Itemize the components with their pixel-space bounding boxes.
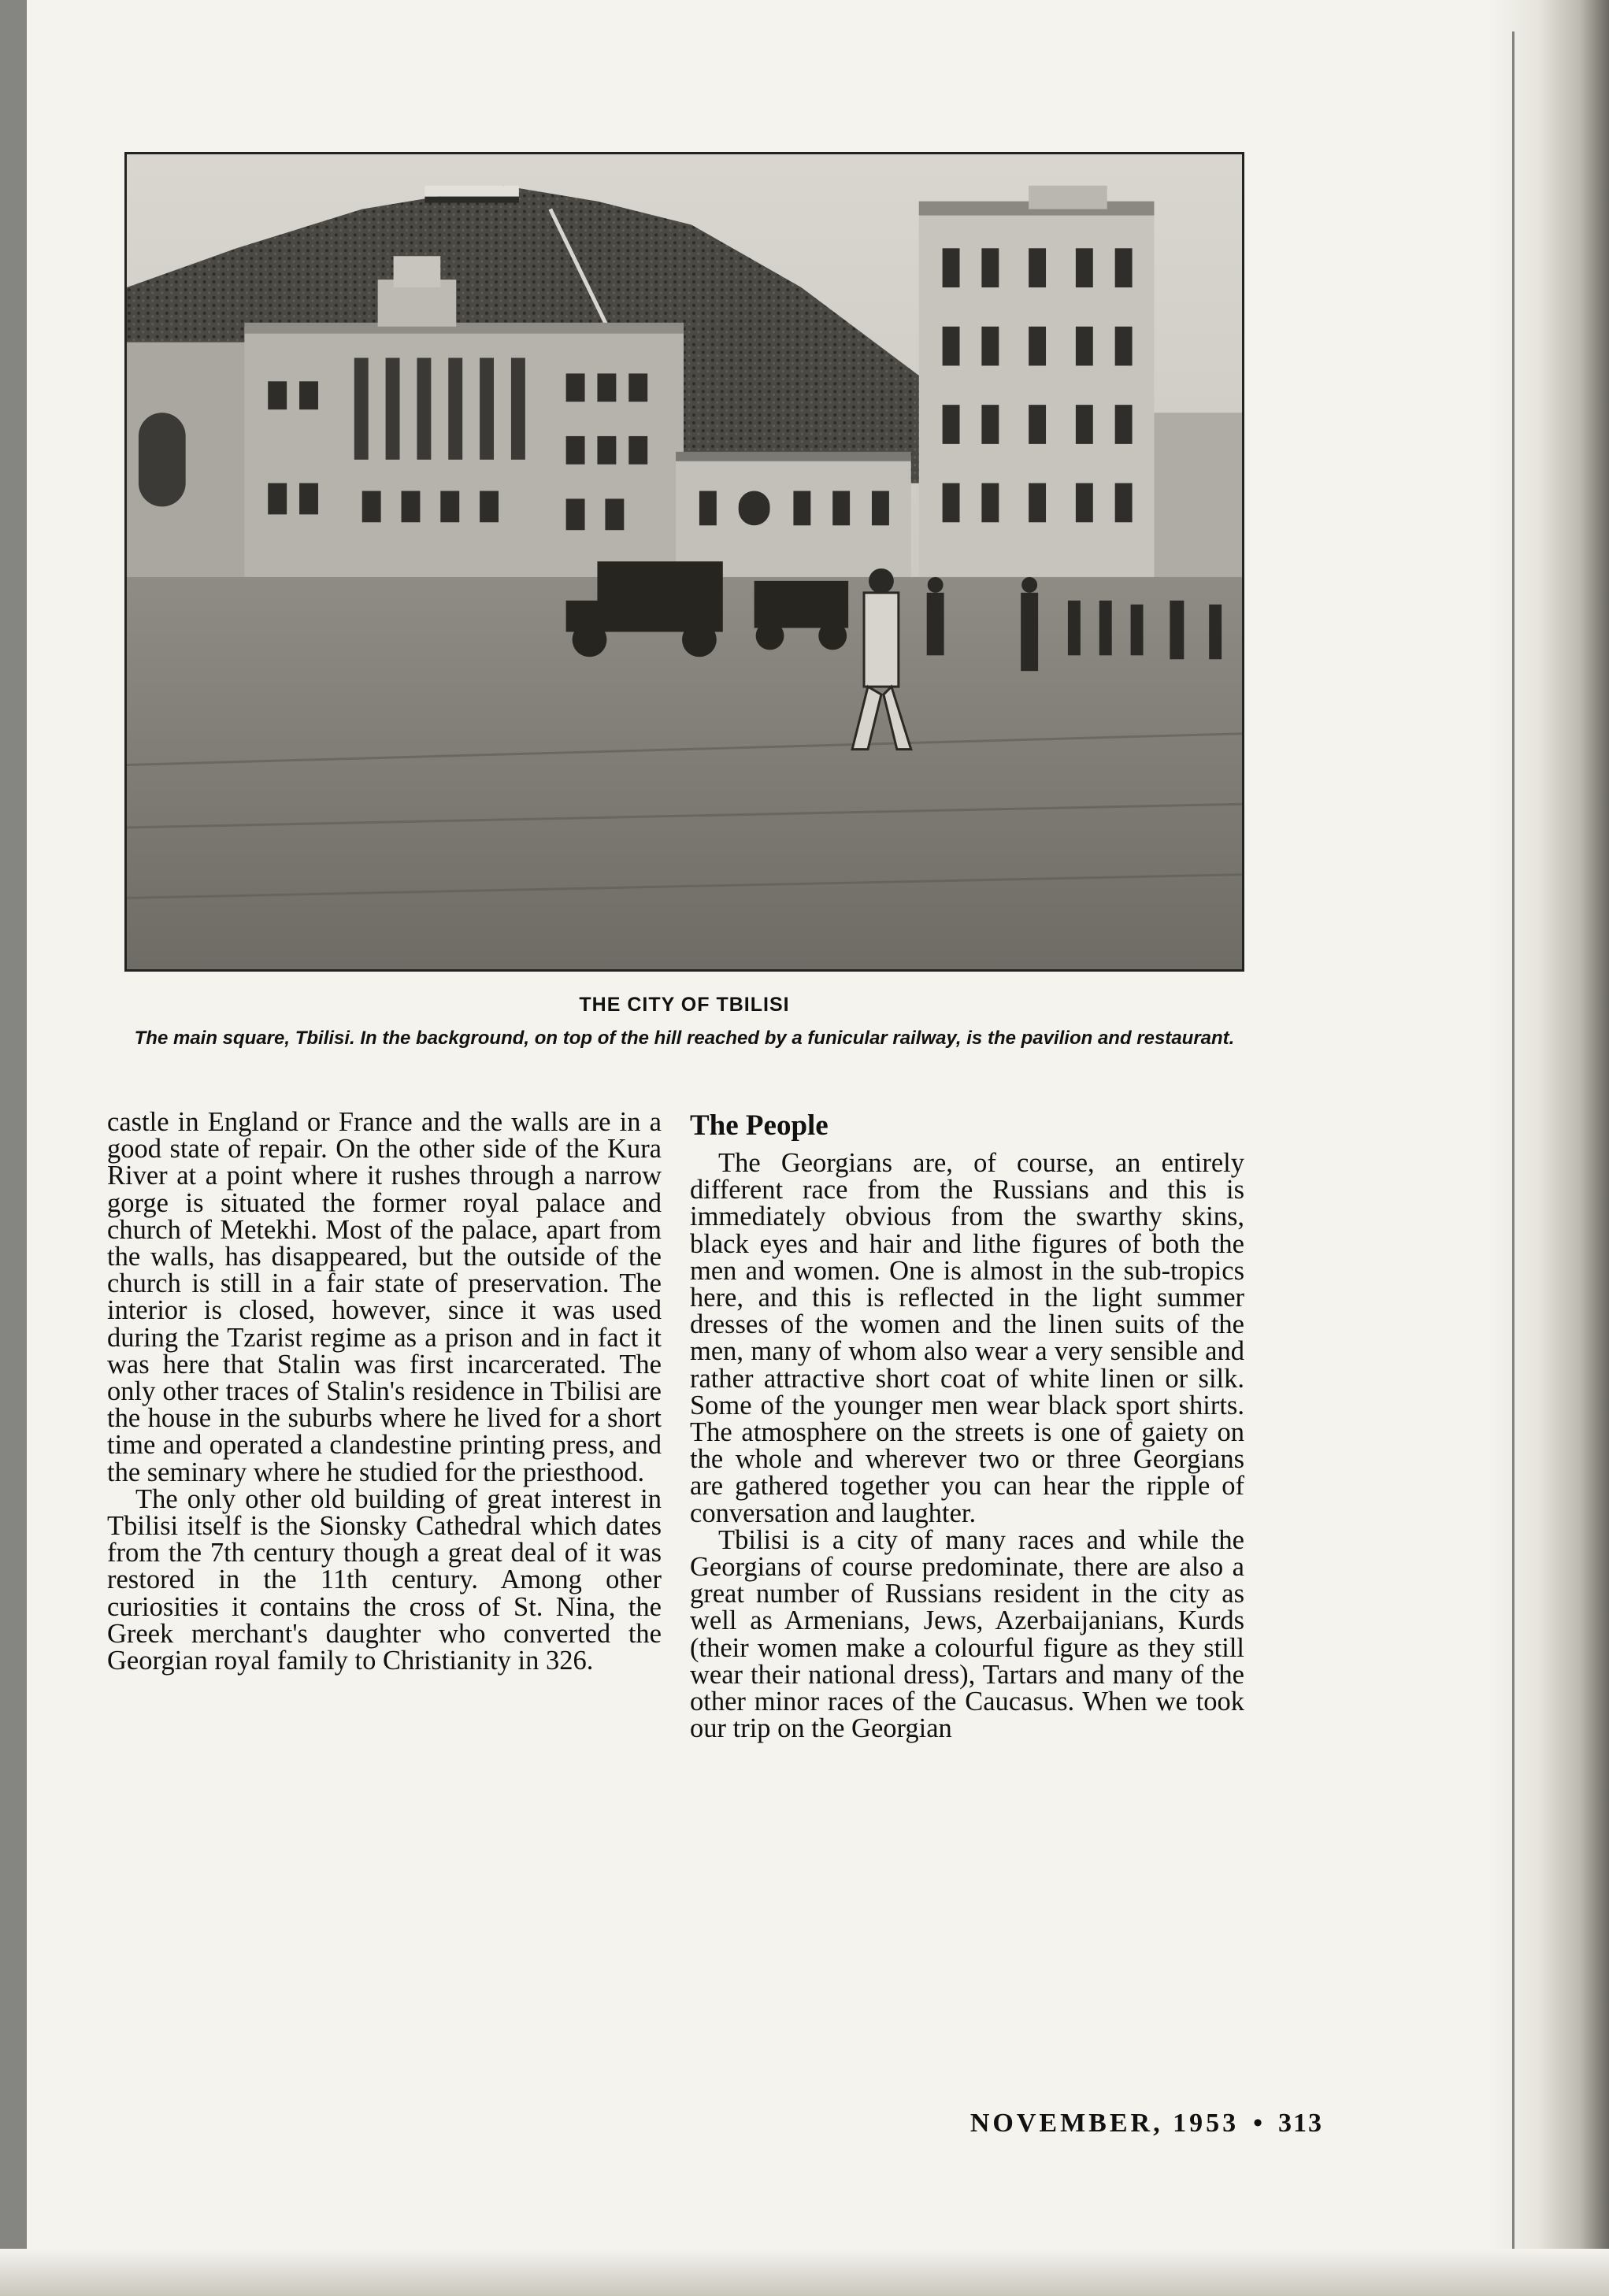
section-heading: The People [690, 1109, 829, 1142]
scan-left-edge [0, 0, 27, 2296]
right-column [690, 1109, 1244, 1742]
scan-binding-line [1512, 31, 1514, 2260]
scan-right-edge [1491, 0, 1609, 2296]
left-paragraph-2: The only other old building of great interest in Tbilisi itself is the Sionsky Cathedral which dates from the 7th century though a great deal of it was restored in the 11th century. Among other curiosities it contains the cross of St. Nina, the Greek merchant's daughter who converted the Georgian royal family to Christianity in 326. [107, 1483, 662, 1676]
page-footer [914, 2109, 1323, 2139]
footer-separator: • [1253, 2109, 1264, 2138]
photo-illustration [127, 154, 1242, 969]
photo-caption-text: The main square, Tbilisi. In the background, on top of the hill reached by a funicular railway, is the pavilion and restaurant. [134, 1028, 1235, 1049]
left-paragraph-1: castle in England or France and the walls are in a good state of repair. On the other side of the Kura River at a point where it rushes through a narrow gorge is situated the former royal palace and church of Metekhi. Most of the palace, apart from the walls, has disappeared, but the outside of the church is still in a fair state of preservation. The interior is closed, however, since it was used during the Tzarist regime as a prison and in fact it was here that Stalin was first incarcerated. The only other traces of Stalin's residence in Tbilisi are the house in the suburbs where he lived for a short time and operated a clandestine printing press, and the seminary where he studied for the priesthood. [107, 1107, 662, 1487]
right-paragraph-2: Tbilisi is a city of many races and while the Georgians of course predominate, there are also a great number of Russians resident in the city as well as Armenians, Jews, Azerbaijanians, Kurds (their women make a colourful figure as they still wear their national dress), Tartars and many of the other minor races of the Caucasus. When we took our trip on the Georgian [690, 1524, 1244, 1744]
scan-bottom-edge [0, 2249, 1609, 2296]
right-paragraph-1: The Georgians are, of course, an entirely different race from the Russians and this is immediately obvious from the swarthy skins, black eyes and hair and lithe figures of both the men and women. One is almost in the sub-tropics here, and this is reflected in the light summer dresses of the women and the linen suits of the men, many of whom also wear a very sensible and rather attractive short coat of white linen or silk. Some of the younger men wear black sport shirts. The atmosphere on the streets is one of gaiety on the whole and wherever two or three Georgians are gathered together you can hear the ripple of conversation and laughter. [690, 1148, 1244, 1528]
page-number: 313 [1278, 2109, 1323, 2138]
footer-date: NOVEMBER, 1953 [969, 2109, 1240, 2138]
photo-caption-title: THE CITY OF TBILISI [579, 994, 790, 1016]
tbilisi-photo [124, 152, 1244, 972]
left-column [107, 1109, 662, 1674]
